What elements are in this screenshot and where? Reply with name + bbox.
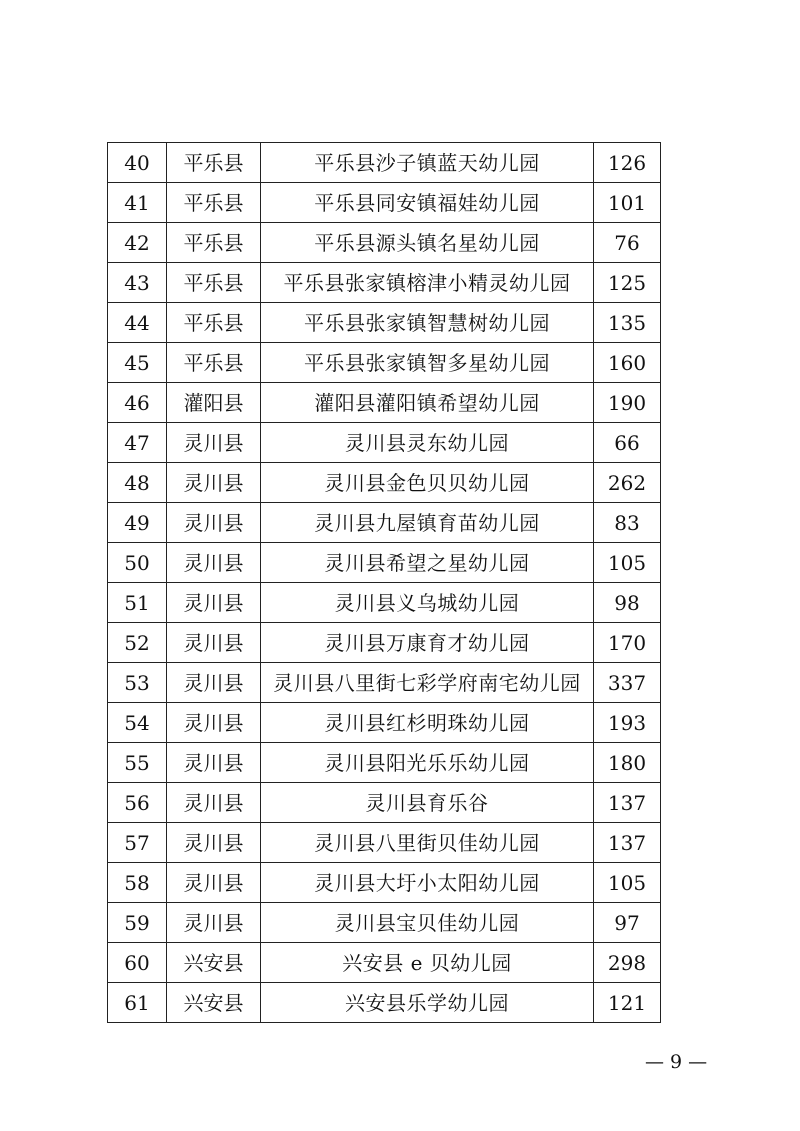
cell-number: 56 bbox=[108, 783, 167, 823]
cell-kindergarten-name: 灵川县红杉明珠幼儿园 bbox=[261, 703, 594, 743]
table-row bbox=[108, 903, 661, 943]
table-row bbox=[108, 663, 661, 703]
cell-kindergarten-name: 兴安县乐学幼儿园 bbox=[261, 983, 594, 1023]
cell-count: 126 bbox=[594, 143, 661, 183]
cell-count: 97 bbox=[594, 903, 661, 943]
cell-count: 66 bbox=[594, 423, 661, 463]
cell-county: 平乐县 bbox=[167, 303, 261, 343]
table-row bbox=[108, 943, 661, 983]
cell-kindergarten-name: 灵川县义乌城幼儿园 bbox=[261, 583, 594, 623]
table-body bbox=[108, 143, 661, 1023]
cell-county: 平乐县 bbox=[167, 223, 261, 263]
cell-count: 190 bbox=[594, 383, 661, 423]
cell-kindergarten-name: 灵川县八里街贝佳幼儿园 bbox=[261, 823, 594, 863]
cell-county: 灵川县 bbox=[167, 903, 261, 943]
cell-kindergarten-name: 灵川县大圩小太阳幼儿园 bbox=[261, 863, 594, 903]
table-row bbox=[108, 743, 661, 783]
cell-kindergarten-name: 灵川县希望之星幼儿园 bbox=[261, 543, 594, 583]
cell-kindergarten-name: 灵川县金色贝贝幼儿园 bbox=[261, 463, 594, 503]
cell-number: 59 bbox=[108, 903, 167, 943]
table-row bbox=[108, 703, 661, 743]
cell-count: 105 bbox=[594, 863, 661, 903]
table-row bbox=[108, 423, 661, 463]
table-row bbox=[108, 623, 661, 663]
cell-kindergarten-name: 平乐县沙子镇蓝天幼儿园 bbox=[261, 143, 594, 183]
table-row bbox=[108, 463, 661, 503]
cell-kindergarten-name: 平乐县张家镇智慧树幼儿园 bbox=[261, 303, 594, 343]
cell-number: 42 bbox=[108, 223, 167, 263]
cell-number: 52 bbox=[108, 623, 167, 663]
cell-county: 灵川县 bbox=[167, 503, 261, 543]
table-row bbox=[108, 543, 661, 583]
cell-count: 125 bbox=[594, 263, 661, 303]
cell-kindergarten-name: 灵川县阳光乐乐幼儿园 bbox=[261, 743, 594, 783]
cell-number: 43 bbox=[108, 263, 167, 303]
cell-number: 57 bbox=[108, 823, 167, 863]
cell-county: 灌阳县 bbox=[167, 383, 261, 423]
cell-number: 49 bbox=[108, 503, 167, 543]
cell-county: 兴安县 bbox=[167, 983, 261, 1023]
cell-number: 41 bbox=[108, 183, 167, 223]
cell-county: 灵川县 bbox=[167, 663, 261, 703]
cell-county: 灵川县 bbox=[167, 863, 261, 903]
cell-count: 105 bbox=[594, 543, 661, 583]
table-row bbox=[108, 503, 661, 543]
cell-number: 58 bbox=[108, 863, 167, 903]
table-row bbox=[108, 303, 661, 343]
cell-count: 135 bbox=[594, 303, 661, 343]
cell-count: 180 bbox=[594, 743, 661, 783]
table-row bbox=[108, 783, 661, 823]
cell-number: 40 bbox=[108, 143, 167, 183]
cell-county: 平乐县 bbox=[167, 343, 261, 383]
cell-number: 51 bbox=[108, 583, 167, 623]
cell-number: 48 bbox=[108, 463, 167, 503]
cell-county: 平乐县 bbox=[167, 143, 261, 183]
cell-count: 337 bbox=[594, 663, 661, 703]
table-row bbox=[108, 143, 661, 183]
cell-count: 193 bbox=[594, 703, 661, 743]
cell-count: 101 bbox=[594, 183, 661, 223]
table-row bbox=[108, 183, 661, 223]
cell-county: 平乐县 bbox=[167, 183, 261, 223]
cell-county: 兴安县 bbox=[167, 943, 261, 983]
cell-county: 灵川县 bbox=[167, 543, 261, 583]
table-row bbox=[108, 583, 661, 623]
cell-count: 160 bbox=[594, 343, 661, 383]
cell-number: 44 bbox=[108, 303, 167, 343]
cell-count: 121 bbox=[594, 983, 661, 1023]
cell-number: 45 bbox=[108, 343, 167, 383]
cell-kindergarten-name: 平乐县张家镇榕津小精灵幼儿园 bbox=[261, 263, 594, 303]
cell-county: 灵川县 bbox=[167, 423, 261, 463]
cell-county: 灵川县 bbox=[167, 703, 261, 743]
cell-kindergarten-name: 灵川县育乐谷 bbox=[261, 783, 594, 823]
cell-kindergarten-name: 灵川县八里街七彩学府南宅幼儿园 bbox=[261, 663, 594, 703]
cell-kindergarten-name: 平乐县源头镇名星幼儿园 bbox=[261, 223, 594, 263]
cell-number: 50 bbox=[108, 543, 167, 583]
cell-county: 灵川县 bbox=[167, 463, 261, 503]
cell-county: 灵川县 bbox=[167, 783, 261, 823]
cell-number: 53 bbox=[108, 663, 167, 703]
cell-count: 137 bbox=[594, 823, 661, 863]
cell-number: 54 bbox=[108, 703, 167, 743]
cell-count: 262 bbox=[594, 463, 661, 503]
table-row bbox=[108, 823, 661, 863]
cell-kindergarten-name: 兴安县 e 贝幼儿园 bbox=[261, 943, 594, 983]
cell-number: 60 bbox=[108, 943, 167, 983]
cell-count: 137 bbox=[594, 783, 661, 823]
cell-county: 灵川县 bbox=[167, 823, 261, 863]
cell-count: 83 bbox=[594, 503, 661, 543]
cell-kindergarten-name: 灵川县宝贝佳幼儿园 bbox=[261, 903, 594, 943]
cell-number: 61 bbox=[108, 983, 167, 1023]
cell-kindergarten-name: 灵川县万康育才幼儿园 bbox=[261, 623, 594, 663]
cell-count: 76 bbox=[594, 223, 661, 263]
cell-county: 灵川县 bbox=[167, 743, 261, 783]
cell-kindergarten-name: 灵川县灵东幼儿园 bbox=[261, 423, 594, 463]
table-row bbox=[108, 983, 661, 1023]
table-row bbox=[108, 863, 661, 903]
cell-number: 46 bbox=[108, 383, 167, 423]
cell-kindergarten-name: 灌阳县灌阳镇希望幼儿园 bbox=[261, 383, 594, 423]
cell-number: 47 bbox=[108, 423, 167, 463]
cell-county: 灵川县 bbox=[167, 623, 261, 663]
cell-county: 平乐县 bbox=[167, 263, 261, 303]
cell-count: 98 bbox=[594, 583, 661, 623]
table-row bbox=[108, 383, 661, 423]
table-row bbox=[108, 263, 661, 303]
cell-kindergarten-name: 平乐县张家镇智多星幼儿园 bbox=[261, 343, 594, 383]
kindergarten-table bbox=[107, 142, 661, 1023]
cell-count: 298 bbox=[594, 943, 661, 983]
cell-kindergarten-name: 灵川县九屋镇育苗幼儿园 bbox=[261, 503, 594, 543]
cell-count: 170 bbox=[594, 623, 661, 663]
cell-number: 55 bbox=[108, 743, 167, 783]
page-number: — 9 — bbox=[645, 1051, 708, 1073]
cell-county: 灵川县 bbox=[167, 583, 261, 623]
cell-kindergarten-name: 平乐县同安镇福娃幼儿园 bbox=[261, 183, 594, 223]
table-row bbox=[108, 343, 661, 383]
table-row bbox=[108, 223, 661, 263]
